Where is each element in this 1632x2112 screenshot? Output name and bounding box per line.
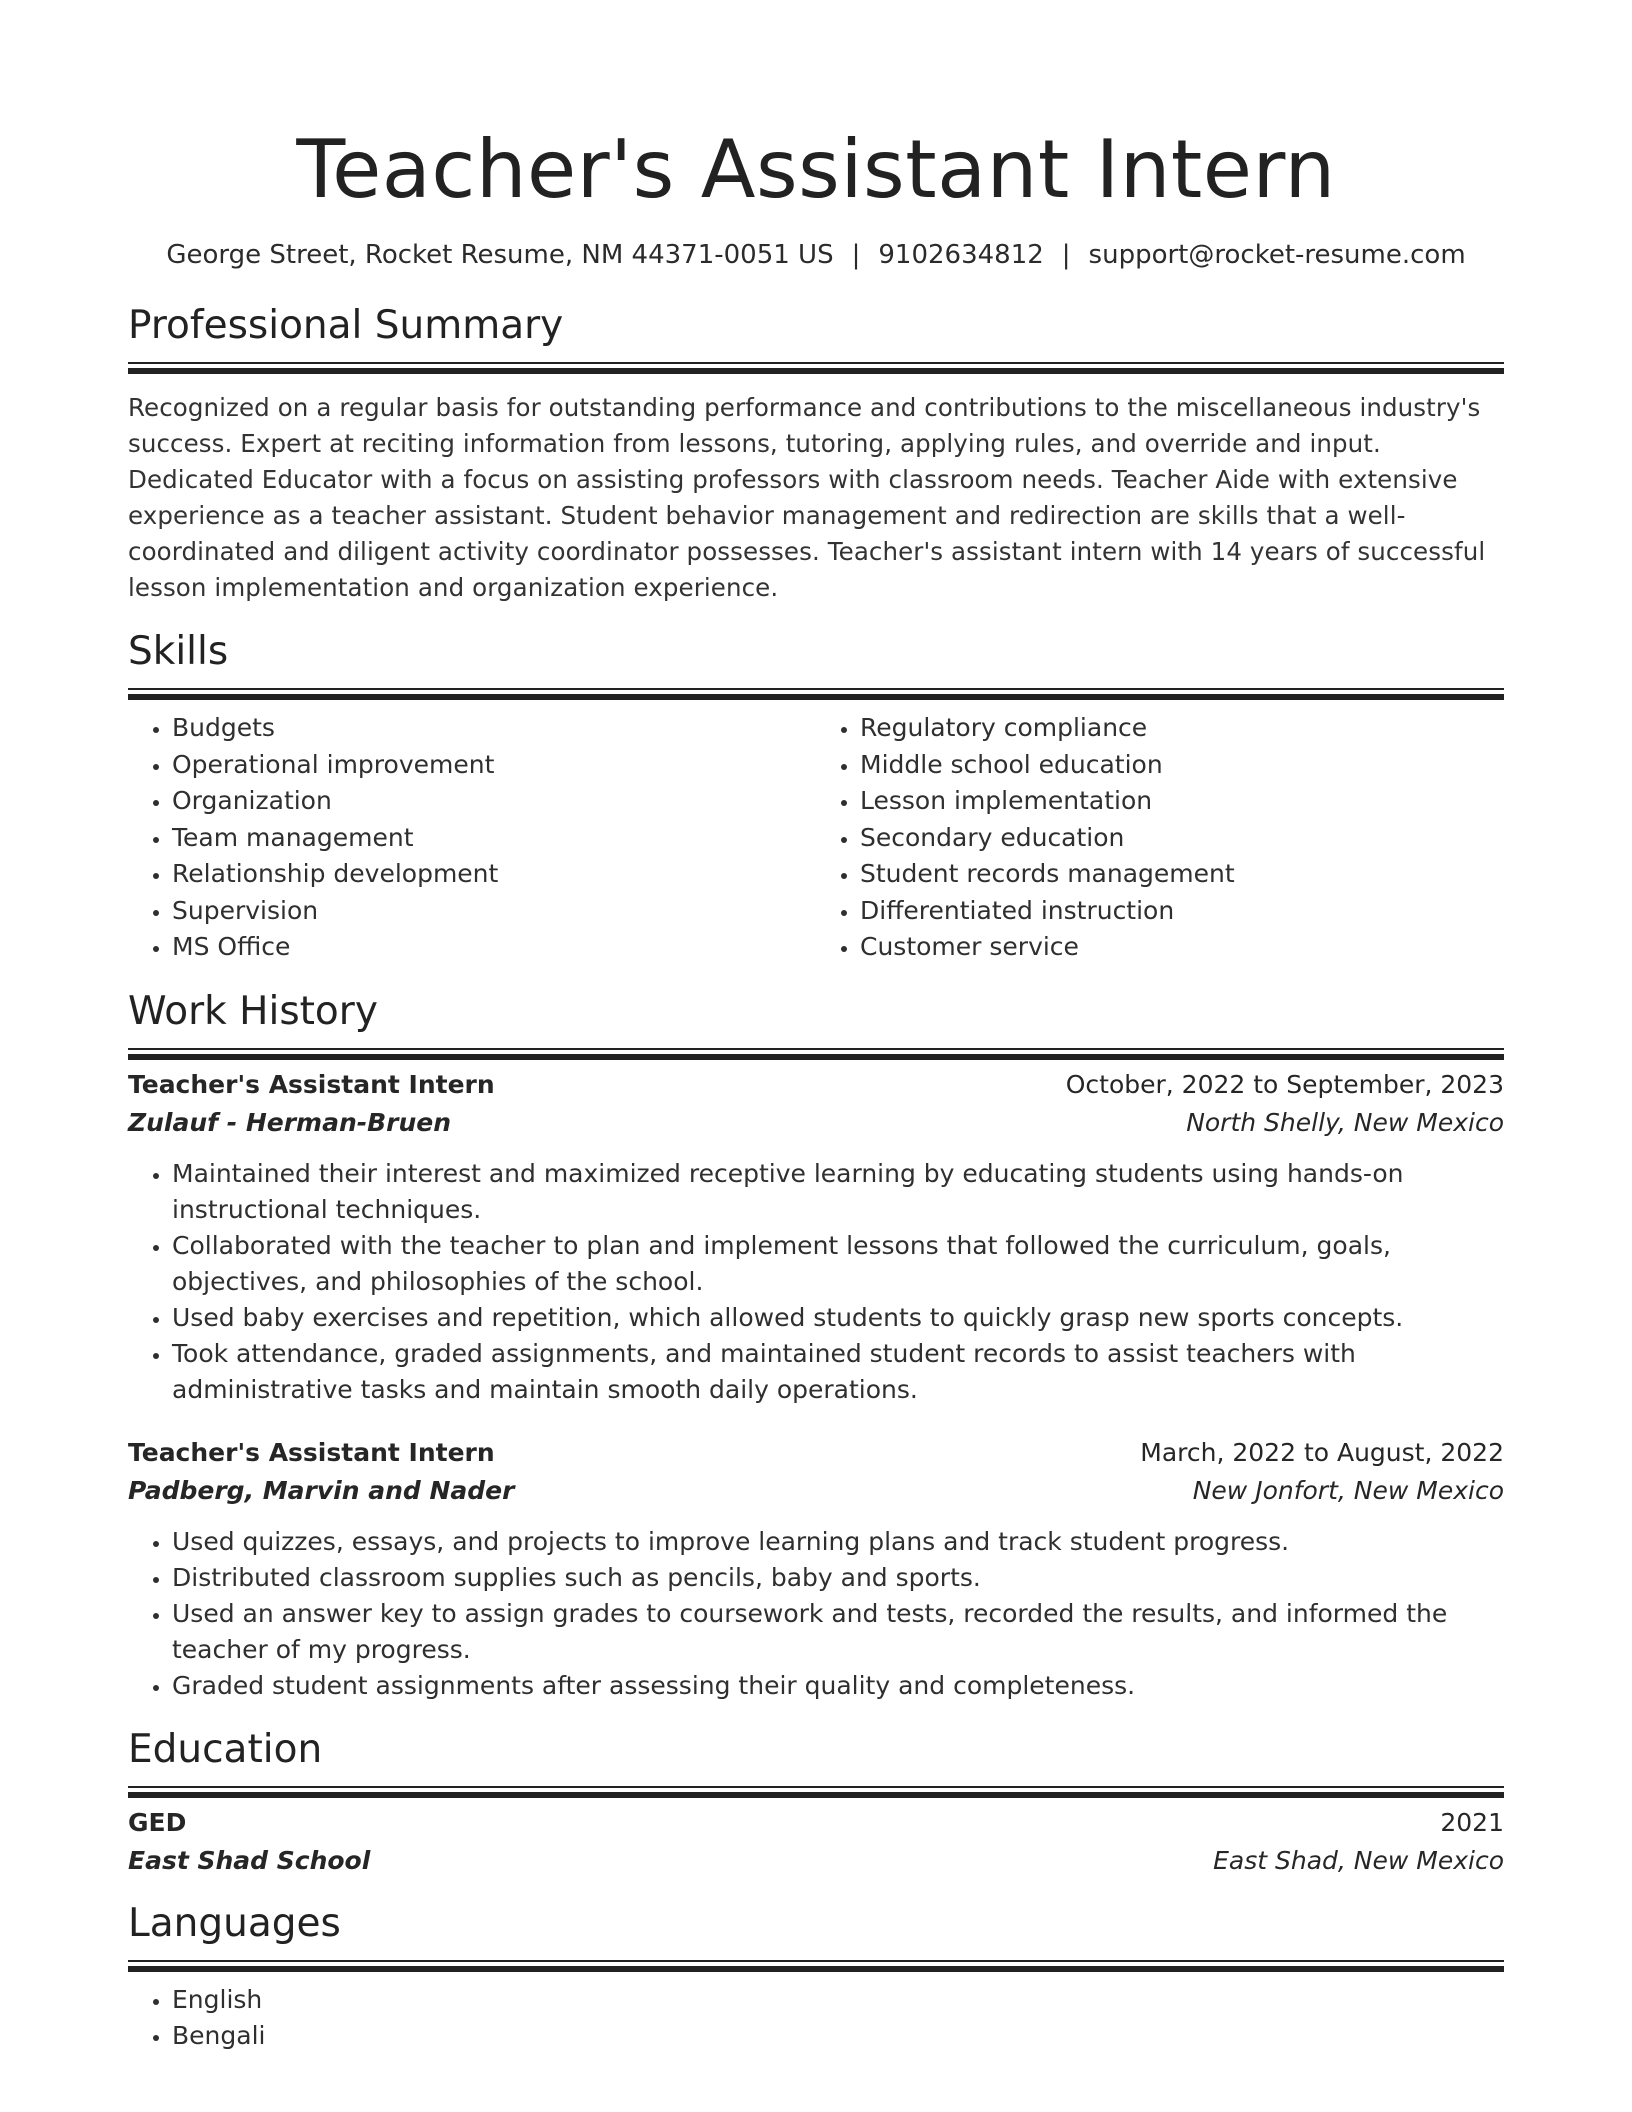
job-location: North Shelly, New Mexico [1186, 1107, 1504, 1137]
job-bullets [128, 1524, 1504, 1704]
job-dates: March, 2022 to August, 2022 [1140, 1437, 1504, 1467]
resume-page [128, 0, 1504, 2055]
skill-item: • Operational improvement [172, 747, 816, 784]
contact-separator: | [851, 240, 861, 270]
contact-separator: | [1061, 240, 1071, 270]
skills-list-left [128, 710, 816, 966]
language-item: • Bengali [172, 2018, 1504, 2055]
section-title-summary: Professional Summary [128, 303, 564, 348]
education-entry [128, 1804, 1504, 1880]
contact-phone: 9102634812 [878, 240, 1044, 270]
education-school-row [128, 1842, 1504, 1880]
skill-item: • Differentiated instruction [860, 893, 1504, 930]
job-bullets [128, 1156, 1504, 1408]
education-year: 2021 [1440, 1807, 1504, 1837]
job-bullet: • Graded student assignments after assessing their quality and completeness. [172, 1668, 1504, 1704]
summary-text: Recognized on a regular basis for outstanding performance and contributions to the miscellaneous industry's success. Expert at reciting information from lessons, tutoring, applying rules, and override and input. Dedicated Educator with a focus on assisting professors with classroom needs. Teacher Aide with extensive experience as a teacher assistant. Student behavior management and redirection are skills that a well-coordinated and diligent activity coordinator possesses. Teacher's assistant intern with 14 years of successful lesson implementation and organization experience. [128, 393, 1486, 602]
job-company: Padberg, Marvin and Nader [128, 1475, 515, 1505]
job-company-row [128, 1472, 1504, 1510]
education-section [128, 1726, 1504, 1880]
job-header-row [128, 1434, 1504, 1472]
job-entry [128, 1066, 1504, 1408]
section-divider [128, 1960, 1504, 1966]
skill-item: • Secondary education [860, 820, 1504, 857]
section-divider [128, 688, 1504, 694]
skill-item: • Supervision [172, 893, 816, 930]
section-divider [128, 362, 1504, 368]
education-header-row [128, 1804, 1504, 1842]
skill-item: • Budgets [172, 710, 816, 747]
resume-name: Teacher's Assistant Intern [296, 123, 1336, 216]
summary-section [128, 302, 1504, 606]
skill-item: • MS Office [172, 929, 816, 966]
skill-item: • Lesson implementation [860, 783, 1504, 820]
section-divider [128, 1786, 1504, 1792]
job-company-row [128, 1104, 1504, 1142]
job-bullet: • Used quizzes, essays, and projects to improve learning plans and track student progress. [172, 1524, 1504, 1560]
skill-item: • Regulatory compliance [860, 710, 1504, 747]
skill-item: • Organization [172, 783, 816, 820]
job-bullet: • Collaborated with the teacher to plan and implement lessons that followed the curriculum, goals, objectives, and philosophies of the school. [172, 1228, 1504, 1300]
job-title: Teacher's Assistant Intern [128, 1069, 495, 1099]
job-bullet: • Used baby exercises and repetition, which allowed students to quickly grasp new sports concepts. [172, 1300, 1504, 1336]
section-title-work: Work History [128, 988, 378, 1034]
languages-list [128, 1982, 1504, 2055]
contact-address: George Street, Rocket Resume, NM 44371-0051 US [166, 240, 834, 270]
section-title-education: Education [128, 1726, 323, 1772]
language-item: • English [172, 1982, 1504, 2019]
skill-item: • Customer service [860, 929, 1504, 966]
education-location: East Shad, New Mexico [1213, 1845, 1504, 1875]
job-title: Teacher's Assistant Intern [128, 1437, 495, 1467]
job-location: New Jonfort, New Mexico [1192, 1475, 1504, 1505]
job-bullet: • Used an answer key to assign grades to coursework and tests, recorded the results, and informed the teacher of my progress. [172, 1596, 1504, 1668]
education-school: East Shad School [128, 1845, 371, 1875]
skill-item: • Relationship development [172, 856, 816, 893]
job-bullet: • Took attendance, graded assignments, and maintained student records to assist teachers with administrative tasks and maintain smooth daily operations. [172, 1336, 1504, 1408]
job-bullet: • Maintained their interest and maximized receptive learning by educating students using hands-on instructional techniques. [172, 1156, 1504, 1228]
languages-section [128, 1900, 1504, 2055]
skills-columns [128, 710, 1504, 966]
section-title-languages: Languages [128, 1900, 341, 1946]
job-entry [128, 1434, 1504, 1704]
skills-section [128, 628, 1504, 966]
job-company: Zulauf - Herman-Bruen [128, 1107, 452, 1137]
skills-list-right [816, 710, 1504, 966]
section-title-skills: Skills [128, 629, 229, 674]
education-degree: GED [128, 1807, 187, 1837]
skill-item: • Student records management [860, 856, 1504, 893]
work-section [128, 988, 1504, 1704]
section-divider [128, 1048, 1504, 1054]
job-bullet: • Distributed classroom supplies such as pencils, baby and sports. [172, 1560, 1504, 1596]
contact-email: support@rocket-resume.com [1088, 240, 1466, 270]
job-header-row [128, 1066, 1504, 1104]
skill-item: • Team management [172, 820, 816, 857]
job-dates: October, 2022 to September, 2023 [1065, 1069, 1504, 1099]
skill-item: • Middle school education [860, 747, 1504, 784]
contact-line [128, 238, 1504, 272]
